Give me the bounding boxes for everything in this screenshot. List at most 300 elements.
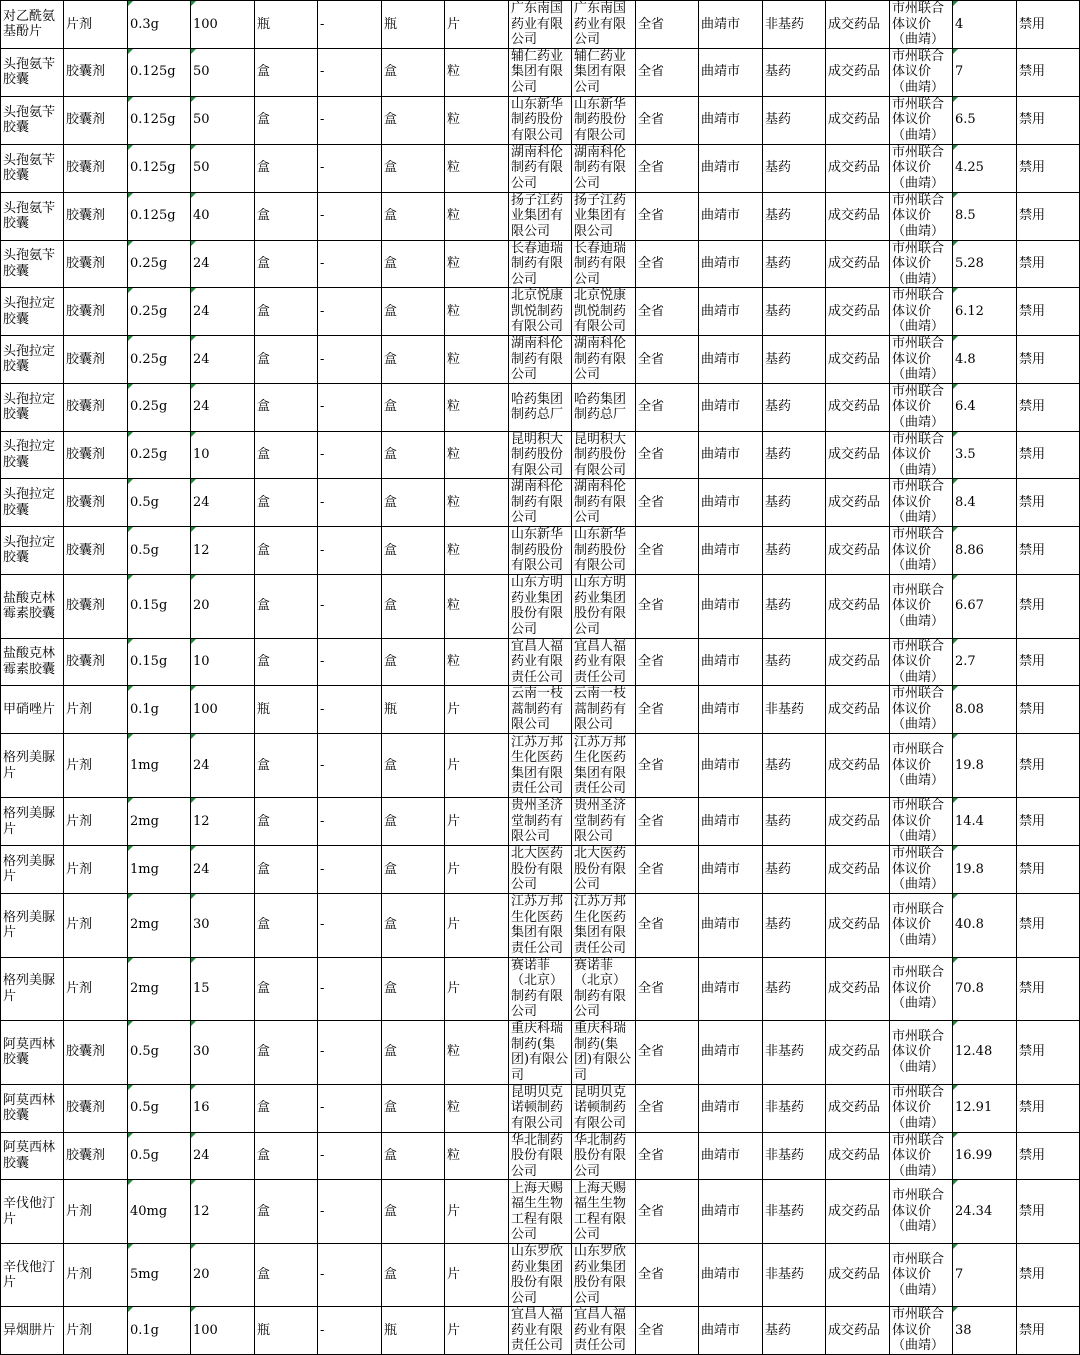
pack-quantity-cell: 24: [191, 734, 255, 798]
material-cell: -: [318, 240, 382, 288]
applicant-cell: 山东新华制药股份有限公司: [572, 527, 636, 575]
status-cell: 禁用: [1017, 336, 1080, 384]
specification-cell: 0.5g: [128, 1084, 191, 1132]
table-row: [1, 240, 1080, 288]
min-pack-unit-cell: 盒: [382, 893, 445, 957]
min-pack-unit-cell: 盒: [382, 846, 445, 894]
transaction-type-cell: 成交药品: [826, 527, 890, 575]
specification-cell: 0.25g: [128, 383, 191, 431]
min-unit-cell: 粒: [445, 48, 509, 96]
drug-name-cell: 格列美脲片: [1, 957, 64, 1020]
scope-cell: 全省: [636, 336, 699, 384]
price-cell: 8.86: [953, 527, 1017, 575]
status-cell: 禁用: [1017, 144, 1080, 192]
drug-name-cell: 异烟肼片: [1, 1307, 64, 1355]
pack-unit-cell: 盒: [255, 1244, 318, 1307]
specification-cell: 0.5g: [128, 527, 191, 575]
transaction-type-cell: 成交药品: [826, 638, 890, 686]
manufacturer-cell: 江苏万邦生化医药集团有限责任公司: [509, 734, 572, 798]
pack-quantity-cell: 30: [191, 1020, 255, 1084]
price-cell: 4.25: [953, 144, 1017, 192]
min-unit-cell: 片: [445, 798, 509, 846]
min-unit-cell: 片: [445, 1, 509, 49]
table-row: [1, 336, 1080, 384]
min-pack-unit-cell: 盒: [382, 1132, 445, 1180]
pack-unit-cell: 盒: [255, 479, 318, 527]
scope-cell: 全省: [636, 734, 699, 798]
pack-quantity-cell: 30: [191, 893, 255, 957]
transaction-type-cell: 成交药品: [826, 1307, 890, 1355]
transaction-type-cell: 成交药品: [826, 1244, 890, 1307]
region-cell: 曲靖市: [699, 846, 763, 894]
transaction-type-cell: 成交药品: [826, 48, 890, 96]
price-cell: 14.4: [953, 798, 1017, 846]
region-cell: 曲靖市: [699, 240, 763, 288]
material-cell: -: [318, 479, 382, 527]
region-cell: 曲靖市: [699, 638, 763, 686]
status-cell: 禁用: [1017, 48, 1080, 96]
material-cell: -: [318, 144, 382, 192]
price-source-cell: 市州联合体议价（曲靖）: [890, 798, 953, 846]
essential-drug-flag-cell: 基药: [763, 192, 826, 240]
drug-name-cell: 头孢拉定胶囊: [1, 288, 64, 336]
drug-name-cell: 格列美脲片: [1, 893, 64, 957]
applicant-cell: 北京悦康凯悦制药有限公司: [572, 288, 636, 336]
manufacturer-cell: 长春迪瑞制药有限公司: [509, 240, 572, 288]
pack-quantity-cell: 24: [191, 846, 255, 894]
status-cell: 禁用: [1017, 1, 1080, 49]
min-unit-cell: 粒: [445, 527, 509, 575]
applicant-cell: 哈药集团制药总厂: [572, 383, 636, 431]
drug-name-cell: 对乙酰氨基酚片: [1, 1, 64, 49]
applicant-cell: 山东罗欣药业集团股份有限公司: [572, 1244, 636, 1307]
table-row: [1, 48, 1080, 96]
table-row: [1, 1020, 1080, 1084]
status-cell: 禁用: [1017, 383, 1080, 431]
dosage-form-cell: 片剂: [64, 734, 128, 798]
min-pack-unit-cell: 盒: [382, 336, 445, 384]
min-pack-unit-cell: 盒: [382, 48, 445, 96]
applicant-cell: 江苏万邦生化医药集团有限责任公司: [572, 734, 636, 798]
min-pack-unit-cell: 盒: [382, 957, 445, 1020]
table-row: [1, 1, 1080, 49]
price-cell: 6.67: [953, 574, 1017, 638]
pack-unit-cell: 瓶: [255, 1, 318, 49]
pack-unit-cell: 盒: [255, 336, 318, 384]
price-source-cell: 市州联合体议价（曲靖）: [890, 479, 953, 527]
scope-cell: 全省: [636, 144, 699, 192]
min-unit-cell: 粒: [445, 336, 509, 384]
transaction-type-cell: 成交药品: [826, 1, 890, 49]
specification-cell: 5mg: [128, 1244, 191, 1307]
status-cell: 禁用: [1017, 734, 1080, 798]
manufacturer-cell: 山东罗欣药业集团股份有限公司: [509, 1244, 572, 1307]
table-row: [1, 957, 1080, 1020]
min-pack-unit-cell: 盒: [382, 431, 445, 479]
scope-cell: 全省: [636, 686, 699, 734]
pack-quantity-cell: 50: [191, 144, 255, 192]
scope-cell: 全省: [636, 1307, 699, 1355]
price-source-cell: 市州联合体议价（曲靖）: [890, 1084, 953, 1132]
manufacturer-cell: 北京悦康凯悦制药有限公司: [509, 288, 572, 336]
material-cell: -: [318, 1244, 382, 1307]
specification-cell: 0.25g: [128, 336, 191, 384]
price-cell: 12.48: [953, 1020, 1017, 1084]
specification-cell: 2mg: [128, 798, 191, 846]
pack-unit-cell: 盒: [255, 1084, 318, 1132]
pack-unit-cell: 瓶: [255, 686, 318, 734]
scope-cell: 全省: [636, 96, 699, 144]
material-cell: -: [318, 638, 382, 686]
transaction-type-cell: 成交药品: [826, 734, 890, 798]
scope-cell: 全省: [636, 479, 699, 527]
price-source-cell: 市州联合体议价（曲靖）: [890, 893, 953, 957]
price-source-cell: 市州联合体议价（曲靖）: [890, 431, 953, 479]
price-source-cell: 市州联合体议价（曲靖）: [890, 383, 953, 431]
manufacturer-cell: 湖南科伦制药有限公司: [509, 479, 572, 527]
pack-unit-cell: 盒: [255, 1132, 318, 1180]
applicant-cell: 广东南国药业有限公司: [572, 1, 636, 49]
essential-drug-flag-cell: 基药: [763, 479, 826, 527]
pack-quantity-cell: 50: [191, 48, 255, 96]
essential-drug-flag-cell: 基药: [763, 96, 826, 144]
min-unit-cell: 粒: [445, 574, 509, 638]
drug-name-cell: 头孢拉定胶囊: [1, 336, 64, 384]
min-pack-unit-cell: 瓶: [382, 686, 445, 734]
material-cell: -: [318, 846, 382, 894]
pack-unit-cell: 盒: [255, 144, 318, 192]
specification-cell: 0.1g: [128, 686, 191, 734]
region-cell: 曲靖市: [699, 336, 763, 384]
specification-cell: 0.25g: [128, 288, 191, 336]
pack-quantity-cell: 24: [191, 383, 255, 431]
price-cell: 38: [953, 1307, 1017, 1355]
essential-drug-flag-cell: 非基药: [763, 1244, 826, 1307]
applicant-cell: 长春迪瑞制药有限公司: [572, 240, 636, 288]
status-cell: 禁用: [1017, 798, 1080, 846]
min-pack-unit-cell: 盒: [382, 192, 445, 240]
region-cell: 曲靖市: [699, 893, 763, 957]
status-cell: 禁用: [1017, 479, 1080, 527]
price-source-cell: 市州联合体议价（曲靖）: [890, 846, 953, 894]
price-cell: 24.34: [953, 1180, 1017, 1244]
transaction-type-cell: 成交药品: [826, 1132, 890, 1180]
drug-name-cell: 阿莫西林胶囊: [1, 1084, 64, 1132]
pack-quantity-cell: 24: [191, 479, 255, 527]
transaction-type-cell: 成交药品: [826, 893, 890, 957]
manufacturer-cell: 赛诺菲（北京）制药有限公司: [509, 957, 572, 1020]
specification-cell: 0.3g: [128, 1, 191, 49]
price-cell: 19.8: [953, 734, 1017, 798]
material-cell: -: [318, 1132, 382, 1180]
drug-name-cell: 辛伐他汀片: [1, 1180, 64, 1244]
region-cell: 曲靖市: [699, 1180, 763, 1244]
transaction-type-cell: 成交药品: [826, 798, 890, 846]
transaction-type-cell: 成交药品: [826, 336, 890, 384]
region-cell: 曲靖市: [699, 1084, 763, 1132]
manufacturer-cell: 北大医药股份有限公司: [509, 846, 572, 894]
drug-name-cell: 阿莫西林胶囊: [1, 1132, 64, 1180]
pack-quantity-cell: 20: [191, 574, 255, 638]
price-source-cell: 市州联合体议价（曲靖）: [890, 1020, 953, 1084]
status-cell: 禁用: [1017, 1132, 1080, 1180]
region-cell: 曲靖市: [699, 527, 763, 575]
dosage-form-cell: 胶囊剂: [64, 96, 128, 144]
pack-unit-cell: 盒: [255, 638, 318, 686]
applicant-cell: 华北制药股份有限公司: [572, 1132, 636, 1180]
specification-cell: 2mg: [128, 957, 191, 1020]
material-cell: -: [318, 96, 382, 144]
material-cell: -: [318, 574, 382, 638]
price-source-cell: 市州联合体议价（曲靖）: [890, 574, 953, 638]
applicant-cell: 昆明积大制药股份有限公司: [572, 431, 636, 479]
material-cell: -: [318, 192, 382, 240]
status-cell: 禁用: [1017, 638, 1080, 686]
min-pack-unit-cell: 盒: [382, 527, 445, 575]
min-unit-cell: 粒: [445, 1020, 509, 1084]
applicant-cell: 贵州圣济堂制药有限公司: [572, 798, 636, 846]
drug-name-cell: 头孢拉定胶囊: [1, 383, 64, 431]
dosage-form-cell: 胶囊剂: [64, 192, 128, 240]
pack-unit-cell: 盒: [255, 957, 318, 1020]
min-pack-unit-cell: 盒: [382, 798, 445, 846]
pack-quantity-cell: 50: [191, 96, 255, 144]
price-cell: 12.91: [953, 1084, 1017, 1132]
scope-cell: 全省: [636, 383, 699, 431]
drug-name-cell: 格列美脲片: [1, 734, 64, 798]
drug-name-cell: 头孢氨苄胶囊: [1, 192, 64, 240]
dosage-form-cell: 片剂: [64, 893, 128, 957]
price-cell: 7: [953, 48, 1017, 96]
min-pack-unit-cell: 盒: [382, 383, 445, 431]
manufacturer-cell: 江苏万邦生化医药集团有限责任公司: [509, 893, 572, 957]
manufacturer-cell: 宜昌人福药业有限责任公司: [509, 1307, 572, 1355]
essential-drug-flag-cell: 非基药: [763, 1132, 826, 1180]
dosage-form-cell: 胶囊剂: [64, 1132, 128, 1180]
transaction-type-cell: 成交药品: [826, 1084, 890, 1132]
scope-cell: 全省: [636, 240, 699, 288]
scope-cell: 全省: [636, 846, 699, 894]
price-cell: 70.8: [953, 957, 1017, 1020]
pack-unit-cell: 盒: [255, 383, 318, 431]
min-pack-unit-cell: 盒: [382, 574, 445, 638]
min-unit-cell: 粒: [445, 1132, 509, 1180]
applicant-cell: 扬子江药业集团有限公司: [572, 192, 636, 240]
scope-cell: 全省: [636, 431, 699, 479]
transaction-type-cell: 成交药品: [826, 686, 890, 734]
drug-name-cell: 头孢拉定胶囊: [1, 431, 64, 479]
transaction-type-cell: 成交药品: [826, 1180, 890, 1244]
scope-cell: 全省: [636, 957, 699, 1020]
min-unit-cell: 粒: [445, 1084, 509, 1132]
pack-unit-cell: 盒: [255, 240, 318, 288]
material-cell: -: [318, 1020, 382, 1084]
pack-unit-cell: 盒: [255, 734, 318, 798]
region-cell: 曲靖市: [699, 1, 763, 49]
scope-cell: 全省: [636, 1084, 699, 1132]
manufacturer-cell: 广东南国药业有限公司: [509, 1, 572, 49]
material-cell: -: [318, 336, 382, 384]
scope-cell: 全省: [636, 288, 699, 336]
scope-cell: 全省: [636, 48, 699, 96]
min-pack-unit-cell: 盒: [382, 1244, 445, 1307]
price-source-cell: 市州联合体议价（曲靖）: [890, 957, 953, 1020]
min-pack-unit-cell: 瓶: [382, 1, 445, 49]
dosage-form-cell: 片剂: [64, 1244, 128, 1307]
specification-cell: 0.25g: [128, 240, 191, 288]
drug-name-cell: 头孢氨苄胶囊: [1, 96, 64, 144]
scope-cell: 全省: [636, 1020, 699, 1084]
pack-unit-cell: 盒: [255, 1180, 318, 1244]
essential-drug-flag-cell: 非基药: [763, 1084, 826, 1132]
dosage-form-cell: 胶囊剂: [64, 144, 128, 192]
drug-name-cell: 头孢拉定胶囊: [1, 527, 64, 575]
essential-drug-flag-cell: 基药: [763, 48, 826, 96]
applicant-cell: 云南一枝蒿制药有限公司: [572, 686, 636, 734]
min-pack-unit-cell: 盒: [382, 1180, 445, 1244]
manufacturer-cell: 湖南科伦制药有限公司: [509, 144, 572, 192]
material-cell: -: [318, 798, 382, 846]
applicant-cell: 北大医药股份有限公司: [572, 846, 636, 894]
transaction-type-cell: 成交药品: [826, 846, 890, 894]
table-row: [1, 686, 1080, 734]
manufacturer-cell: 山东新华制药股份有限公司: [509, 96, 572, 144]
essential-drug-flag-cell: 非基药: [763, 1, 826, 49]
essential-drug-flag-cell: 基药: [763, 734, 826, 798]
specification-cell: 0.125g: [128, 144, 191, 192]
min-pack-unit-cell: 盒: [382, 96, 445, 144]
min-unit-cell: 片: [445, 686, 509, 734]
status-cell: 禁用: [1017, 192, 1080, 240]
essential-drug-flag-cell: 非基药: [763, 686, 826, 734]
scope-cell: 全省: [636, 893, 699, 957]
essential-drug-flag-cell: 基药: [763, 336, 826, 384]
table-row: [1, 431, 1080, 479]
dosage-form-cell: 胶囊剂: [64, 479, 128, 527]
pack-quantity-cell: 40: [191, 192, 255, 240]
applicant-cell: 辅仁药业集团有限公司: [572, 48, 636, 96]
scope-cell: 全省: [636, 574, 699, 638]
applicant-cell: 重庆科瑞制药(集团)有限公司: [572, 1020, 636, 1084]
pack-unit-cell: 盒: [255, 96, 318, 144]
scope-cell: 全省: [636, 638, 699, 686]
pack-unit-cell: 盒: [255, 1020, 318, 1084]
manufacturer-cell: 哈药集团制药总厂: [509, 383, 572, 431]
min-pack-unit-cell: 盒: [382, 734, 445, 798]
pack-quantity-cell: 10: [191, 431, 255, 479]
status-cell: 禁用: [1017, 893, 1080, 957]
transaction-type-cell: 成交药品: [826, 96, 890, 144]
applicant-cell: 山东新华制药股份有限公司: [572, 96, 636, 144]
price-source-cell: 市州联合体议价（曲靖）: [890, 144, 953, 192]
material-cell: -: [318, 48, 382, 96]
transaction-type-cell: 成交药品: [826, 1020, 890, 1084]
specification-cell: 0.1g: [128, 1307, 191, 1355]
manufacturer-cell: 扬子江药业集团有限公司: [509, 192, 572, 240]
dosage-form-cell: 胶囊剂: [64, 288, 128, 336]
specification-cell: 1mg: [128, 734, 191, 798]
status-cell: 禁用: [1017, 1020, 1080, 1084]
applicant-cell: 山东方明药业集团股份有限公司: [572, 574, 636, 638]
price-cell: 40.8: [953, 893, 1017, 957]
dosage-form-cell: 胶囊剂: [64, 1084, 128, 1132]
price-source-cell: 市州联合体议价（曲靖）: [890, 96, 953, 144]
min-pack-unit-cell: 盒: [382, 1084, 445, 1132]
essential-drug-flag-cell: 基药: [763, 383, 826, 431]
specification-cell: 0.125g: [128, 192, 191, 240]
essential-drug-flag-cell: 基药: [763, 527, 826, 575]
min-pack-unit-cell: 盒: [382, 638, 445, 686]
dosage-form-cell: 胶囊剂: [64, 240, 128, 288]
essential-drug-flag-cell: 基药: [763, 846, 826, 894]
status-cell: 禁用: [1017, 288, 1080, 336]
min-pack-unit-cell: 盒: [382, 288, 445, 336]
status-cell: 禁用: [1017, 846, 1080, 894]
table-row: [1, 1084, 1080, 1132]
manufacturer-cell: 山东新华制药股份有限公司: [509, 527, 572, 575]
price-source-cell: 市州联合体议价（曲靖）: [890, 1132, 953, 1180]
pack-quantity-cell: 24: [191, 336, 255, 384]
transaction-type-cell: 成交药品: [826, 574, 890, 638]
min-pack-unit-cell: 盒: [382, 240, 445, 288]
min-pack-unit-cell: 盒: [382, 144, 445, 192]
drug-name-cell: 格列美脲片: [1, 798, 64, 846]
manufacturer-cell: 贵州圣济堂制药有限公司: [509, 798, 572, 846]
status-cell: 禁用: [1017, 1180, 1080, 1244]
material-cell: -: [318, 1307, 382, 1355]
scope-cell: 全省: [636, 527, 699, 575]
min-pack-unit-cell: 盒: [382, 1020, 445, 1084]
scope-cell: 全省: [636, 1244, 699, 1307]
price-source-cell: 市州联合体议价（曲靖）: [890, 1180, 953, 1244]
dosage-form-cell: 胶囊剂: [64, 431, 128, 479]
material-cell: -: [318, 1084, 382, 1132]
pack-quantity-cell: 12: [191, 798, 255, 846]
region-cell: 曲靖市: [699, 574, 763, 638]
min-unit-cell: 粒: [445, 383, 509, 431]
manufacturer-cell: 上海天赐福生生物工程有限公司: [509, 1180, 572, 1244]
essential-drug-flag-cell: 基药: [763, 240, 826, 288]
material-cell: -: [318, 734, 382, 798]
price-cell: 4: [953, 1, 1017, 49]
material-cell: -: [318, 957, 382, 1020]
table-row: [1, 638, 1080, 686]
manufacturer-cell: 山东方明药业集团股份有限公司: [509, 574, 572, 638]
dosage-form-cell: 胶囊剂: [64, 336, 128, 384]
transaction-type-cell: 成交药品: [826, 957, 890, 1020]
dosage-form-cell: 片剂: [64, 686, 128, 734]
specification-cell: 0.5g: [128, 1020, 191, 1084]
pack-quantity-cell: 24: [191, 288, 255, 336]
specification-cell: 40mg: [128, 1180, 191, 1244]
table-row: [1, 798, 1080, 846]
essential-drug-flag-cell: 基药: [763, 574, 826, 638]
price-cell: 2.7: [953, 638, 1017, 686]
min-unit-cell: 粒: [445, 192, 509, 240]
price-source-cell: 市州联合体议价（曲靖）: [890, 192, 953, 240]
pack-quantity-cell: 16: [191, 1084, 255, 1132]
region-cell: 曲靖市: [699, 686, 763, 734]
material-cell: -: [318, 1180, 382, 1244]
pack-quantity-cell: 24: [191, 1132, 255, 1180]
status-cell: 禁用: [1017, 1244, 1080, 1307]
material-cell: -: [318, 893, 382, 957]
status-cell: 禁用: [1017, 1084, 1080, 1132]
min-unit-cell: 片: [445, 846, 509, 894]
min-pack-unit-cell: 瓶: [382, 1307, 445, 1355]
price-cell: 8.4: [953, 479, 1017, 527]
essential-drug-flag-cell: 基药: [763, 144, 826, 192]
